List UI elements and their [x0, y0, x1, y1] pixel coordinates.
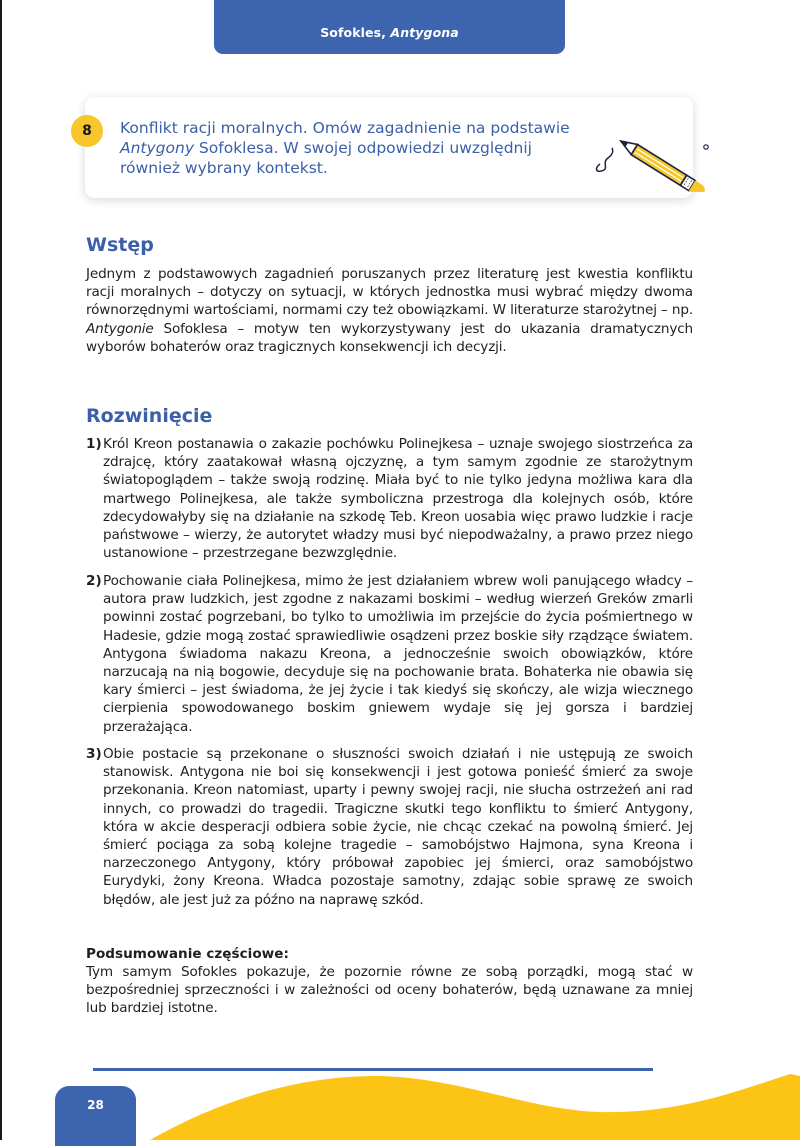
- list-item: [86, 745, 693, 909]
- list-item-text: Pochowanie ciała Polinejkesa, mimo że jest działaniem wbrew woli panującego władcy – autora praw ludzkich, jest zgodne z nakazami boskimi – według wierzeń Greków zmarli powinni zostać pogrzebani, bo tylko to umożliwia im przejście do życia pośmiertnego w Hadesie, gdzie mogą zostać sprawiedliwie osądzeni przez boskie siły rządzące światem. Antygona świadoma nakazu Kreona, a jednocześnie swoich obowiązków, które narzucają na nią bogowie, decyduje się na pochowanie brata. Bohaterka nie obawia się kary śmierci – jest świadoma, że jej życie i tak kiedyś się skończy, ale wizja wiecznego cierpienia spowodowanego boskim gniewem wydaje się jej gorsza i bardziej przerażająca.: [103, 573, 693, 735]
- header-work-title: Antygona: [390, 25, 459, 40]
- summary-heading: Podsumowanie częściowe:: [86, 946, 289, 962]
- body-heading: Rozwinięcie: [86, 405, 213, 427]
- summary-paragraph: Tym samym Sofokles pokazuje, że pozornie równe ze sobą porządki, mogą stać w bezpośredniej sprzeczności i w zależności od oceny bohaterów, będą uznawane za mniej lub bardziej istotne.: [86, 964, 693, 1017]
- running-header-title: [320, 25, 459, 40]
- intro-text-italic: Antygonie: [86, 320, 154, 337]
- list-item-number: 1): [86, 436, 102, 452]
- intro-paragraph: [86, 265, 693, 356]
- list-item: [86, 435, 693, 562]
- task-prompt: [120, 118, 590, 178]
- page-number-tab: [55, 1086, 136, 1146]
- running-header: [214, 0, 565, 54]
- task-prompt-part: Sofoklesa. W swojej odpowiedzi uwzględnij również wybrany kontekst.: [120, 139, 532, 177]
- intro-text-part: Sofoklesa – motyw ten wykorzystywany jest do ukazania dramatycznych wyborów bohaterów oraz tragicznych konsekwencji ich decyzji.: [86, 320, 693, 355]
- list-item-text: Obie postacie są przekonane o słuszności swoich działań i nie ustępują ze swoich stanowisk. Antygona nie boi się konsekwencji i jest gotowa ponieść śmierć za swoje przekonania. Kreon natomiast, uparty i pewny swojej racji, nie słucha ostrzeżeń ani rad innych, co prowadzi do tragedii. Tragiczne skutki tego konfliktu to śmierć Antygony, która w akcie desperacji odbiera sobie życie, nie chcąc czekać na powolną śmierć. Jej śmierć pociąga za sobą kolejne tragedie – samobójstwo Hajmona, syna Kreona i narzeczonego Antygony, który próbował zapobiec jej śmierci, oraz samobójstwo Eurydyki, żony Kreona. Władca pozostaje samotny, zdając sobie sprawę ze swoich błędów, ale jest już za późno na naprawę szkód.: [103, 746, 693, 908]
- list-item-text: Król Kreon postanawia o zakazie pochówku Polinejkesa – uznaje swojego siostrzeńca za zdrajcę, który zaatakował własną ojczyznę, a tym samym zgodnie ze starożytnym światopoglądem – także swoją rodzinę. Miała być to nie tylko jedyna możliwa kara dla martwego Polinejkesa, ale także symboliczna przestroga dla kolejnych osób, które zdecydowałyby się na działanie na szkodę Teb. Kreon uosabia więc prawo ludzkie i racje państwowe – wierzy, że autorytet władzy musi być niepodważalny, a prawo przez niego ustanowione – przestrzegane bezwzględnie.: [103, 436, 693, 562]
- list-item-number: 2): [86, 573, 102, 589]
- intro-text-part: Jednym z podstawowych zagadnień poruszanych przez literaturę jest kwestia konfliktu racji moralnych – dotyczy on sytuacji, w których jednostka musi wybrać między dwoma równorzędnymi wartościami, normami czy też obowiązkami. W literaturze starożytnej – np.: [86, 266, 693, 319]
- task-number-badge: 8: [71, 115, 103, 147]
- intro-heading: Wstęp: [86, 234, 154, 256]
- page-number: 28: [87, 1098, 104, 1112]
- task-prompt-italic: Antygony: [120, 139, 194, 157]
- list-item: [86, 572, 693, 736]
- header-author: Sofokles,: [320, 25, 391, 40]
- pencil-icon: [590, 122, 720, 192]
- page-left-border: [0, 0, 2, 1140]
- list-item-number: 3): [86, 746, 102, 762]
- task-prompt-part: Konflikt racji moralnych. Omów zagadnienie na podstawie: [120, 119, 570, 137]
